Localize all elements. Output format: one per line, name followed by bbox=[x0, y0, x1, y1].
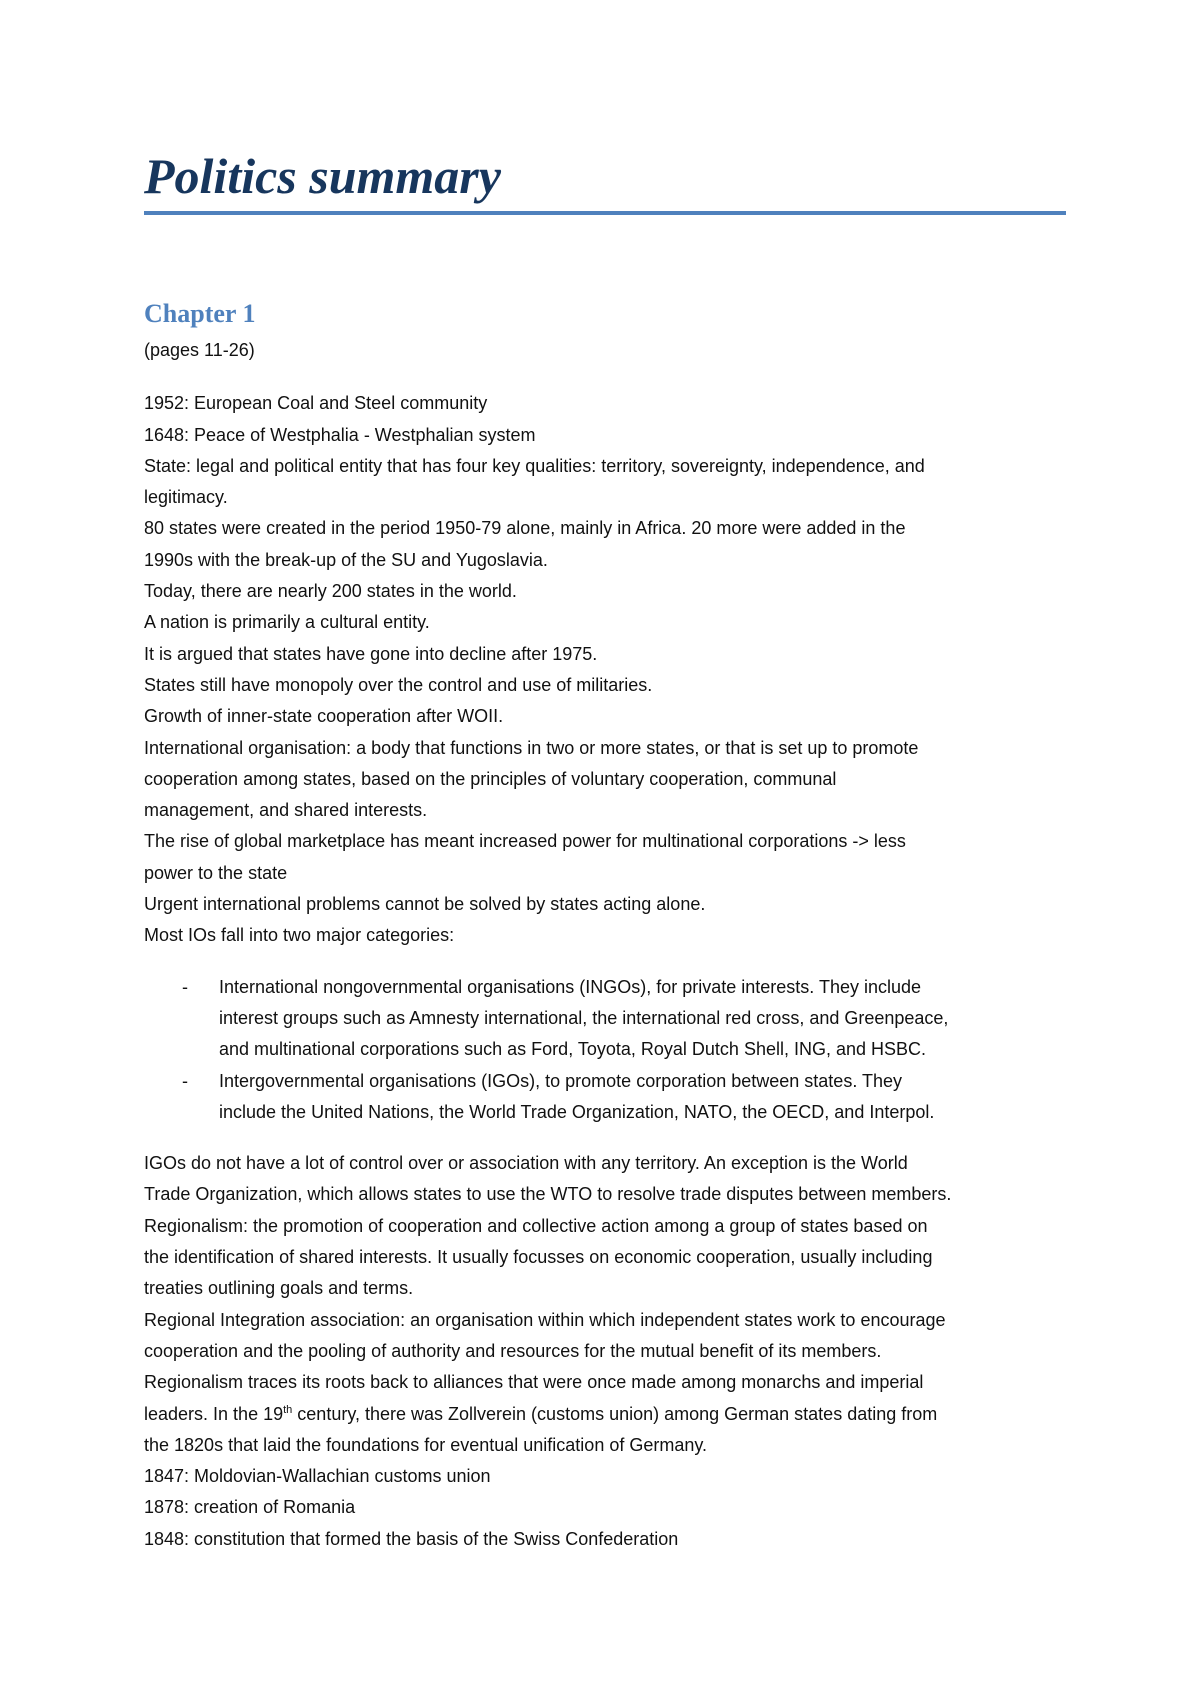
text-segment: century, there was Zollverein (customs union) among German states dating from bbox=[292, 1403, 938, 1424]
text-line: 1648: Peace of Westphalia - Westphalian system bbox=[144, 424, 536, 445]
paragraph-block bbox=[144, 388, 1064, 951]
page-range: (pages 11-26) bbox=[144, 340, 255, 360]
text-line: Most IOs fall into two major categories: bbox=[144, 925, 455, 946]
text-line: A nation is primarily a cultural entity. bbox=[144, 612, 430, 633]
text-line: the identification of shared interests. It usually focusses on economic cooperation, usually including bbox=[144, 1247, 933, 1268]
text-line: Intergovernmental organisations (IGOs), to promote corporation between states. They bbox=[219, 1070, 903, 1091]
document-body bbox=[144, 335, 1064, 1555]
spacer bbox=[144, 366, 1064, 388]
text-line: 1848: constitution that formed the basis of the Swiss Confederation bbox=[144, 1528, 679, 1549]
text-line: treaties outlining goals and terms. bbox=[144, 1278, 414, 1299]
text-line: Urgent international problems cannot be solved by states acting alone. bbox=[144, 894, 706, 915]
list-dash: - bbox=[182, 976, 188, 997]
text-line: the 1820s that laid the foundations for eventual unification of Germany. bbox=[144, 1434, 708, 1455]
chapter-heading: Chapter 1 bbox=[144, 299, 256, 328]
text-line: 1990s with the break-up of the SU and Yugoslavia. bbox=[144, 549, 548, 570]
text-line: 1878: creation of Romania bbox=[144, 1497, 356, 1518]
text-line: management, and shared interests. bbox=[144, 800, 428, 821]
list-item bbox=[144, 1066, 1064, 1129]
text-line: Growth of inner-state cooperation after WOII. bbox=[144, 706, 504, 727]
text-line: Trade Organization, which allows states to use the WTO to resolve trade disputes between members. bbox=[144, 1184, 952, 1205]
text-line: power to the state bbox=[144, 862, 288, 883]
text-line: 1952: European Coal and Steel community bbox=[144, 393, 488, 414]
text-line: International organisation: a body that functions in two or more states, or that is set up to promote bbox=[144, 737, 919, 758]
list-item bbox=[144, 972, 1064, 1066]
text-line: cooperation and the pooling of authority and resources for the mutual benefit of its members. bbox=[144, 1340, 882, 1361]
text-line: States still have monopoly over the control and use of militaries. bbox=[144, 674, 653, 695]
paragraph-block bbox=[144, 1148, 1064, 1555]
text-line: 1847: Moldovian-Wallachian customs union bbox=[144, 1466, 491, 1487]
text-line: cooperation among states, based on the principles of voluntary cooperation, communal bbox=[144, 768, 837, 789]
text-line: The rise of global marketplace has meant increased power for multinational corporations -> less bbox=[144, 831, 906, 852]
text-line bbox=[144, 1399, 1064, 1430]
bullet-list bbox=[144, 972, 1064, 1128]
text-line: and multinational corporations such as Ford, Toyota, Royal Dutch Shell, ING, and HSBC. bbox=[219, 1039, 927, 1060]
text-line: International nongovernmental organisations (INGOs), for private interests. They include bbox=[219, 976, 922, 997]
spacer bbox=[144, 1128, 1064, 1148]
document-title: Politics summary bbox=[144, 148, 501, 204]
text-line: 80 states were created in the period 1950-79 alone, mainly in Africa. 20 more were added in the bbox=[144, 518, 906, 539]
text-line: State: legal and political entity that has four key qualities: territory, sovereignty, independence, and bbox=[144, 455, 925, 476]
spacer bbox=[144, 952, 1064, 972]
text-line: Today, there are nearly 200 states in the world. bbox=[144, 581, 517, 602]
text-line: legitimacy. bbox=[144, 487, 228, 508]
text-line: include the United Nations, the World Trade Organization, NATO, the OECD, and Interpol. bbox=[219, 1101, 935, 1122]
text-line: Regionalism: the promotion of cooperation and collective action among a group of states based on bbox=[144, 1215, 928, 1236]
text-line: It is argued that states have gone into decline after 1975. bbox=[144, 643, 598, 664]
text-line: Regional Integration association: an organisation within which independent states work to encourage bbox=[144, 1309, 946, 1330]
list-dash: - bbox=[182, 1070, 188, 1091]
text-segment: leaders. In the 19 bbox=[144, 1403, 284, 1424]
superscript: th bbox=[283, 1403, 293, 1416]
title-underline bbox=[144, 211, 1066, 215]
text-line: interest groups such as Amnesty international, the international red cross, and Greenpeace, bbox=[219, 1007, 949, 1028]
text-line: Regionalism traces its roots back to alliances that were once made among monarchs and imperial bbox=[144, 1372, 924, 1393]
text-line: IGOs do not have a lot of control over or association with any territory. An exception is the World bbox=[144, 1153, 908, 1174]
